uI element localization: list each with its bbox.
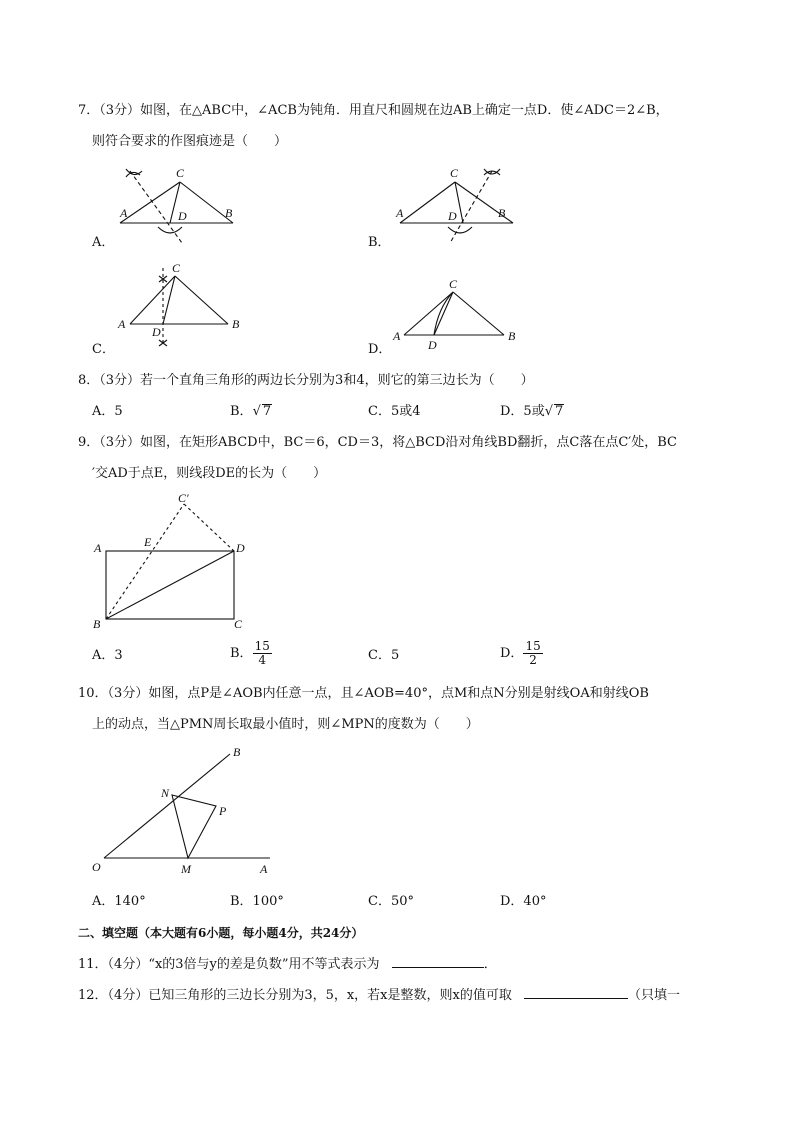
q7c-label-d: D (152, 325, 161, 339)
q8-option-b-prefix: B． (230, 404, 253, 419)
q9-option-b-fraction (253, 640, 272, 667)
sqrt-sign-icon: √ (252, 404, 261, 419)
q9-label-b: B (93, 617, 101, 631)
q12-text: 12．（4分）已知三角形的三边长分别为3，5，x，若x是整数，则x的值可取 (78, 988, 512, 1003)
q9-option-d-fraction (523, 640, 542, 667)
q7b-arc-bottom (448, 227, 472, 233)
q8-option-d-prefix: D．5或 (500, 404, 545, 419)
q8-option-c[interactable]: C．5或4 (368, 404, 421, 419)
q11-stem (78, 955, 497, 974)
q9-option-d-prefix: D． (500, 646, 524, 661)
q7c-label-a: A (118, 317, 126, 331)
q10-option-a[interactable]: A．140° (92, 894, 146, 909)
q7-figure-b (380, 165, 540, 250)
q7a-label-b: B (225, 206, 233, 220)
q10-label-b: B (233, 745, 241, 759)
q8-option-b-radicand: 7 (262, 404, 272, 419)
q7b-label-a: A (396, 206, 404, 220)
q7b-label-d: D (448, 209, 457, 223)
q9-diagonal-bd (106, 551, 234, 619)
q10-option-b[interactable]: B．100° (230, 894, 284, 909)
q8-stem: 8．（3分）若一个直角三角形的两边长分别为3和4，则它的第三边长为（ ） (78, 373, 534, 388)
fraction-numerator: 15 (254, 639, 270, 653)
q9-fold-dc (184, 504, 234, 551)
fraction-denominator: 2 (529, 653, 537, 667)
q9-label-cp: C′ (178, 491, 189, 505)
q11-text: 11．（4分）“x的3倍与y的差是负数”用不等式表示为 (78, 957, 380, 972)
q7d-side-cd (434, 292, 453, 335)
q10-ray-ob (104, 754, 230, 858)
q7b-label-c: C (450, 166, 459, 180)
q9-figure (90, 490, 260, 635)
q8-option-d-radicand: 7 (555, 404, 564, 419)
q7d-label-c: C (449, 277, 458, 291)
q7a-label-d: D (178, 209, 187, 223)
q9-label-d: D (236, 541, 245, 555)
q7-option-c[interactable]: C． (92, 342, 115, 357)
q9-label-a: A (94, 541, 102, 555)
q12-end: （只填一 (628, 988, 681, 1003)
q7c-label-c: C (172, 261, 181, 275)
q9-option-c[interactable]: C．5 (368, 648, 400, 663)
q7b-label-b: B (498, 206, 506, 220)
q11-end: ． (483, 957, 497, 972)
q7-figure-a (100, 165, 260, 250)
q11-answer-blank[interactable] (392, 955, 484, 968)
q10-label-n: N (161, 786, 170, 800)
q7d-label-b: B (508, 329, 516, 343)
q7c-label-b: B (232, 317, 240, 331)
q7c-side-ac (130, 276, 175, 324)
q10-option-d[interactable]: D．40° (500, 894, 547, 909)
q7-figure-d (390, 278, 530, 353)
q10-figure (88, 740, 288, 880)
q9-option-d[interactable] (500, 640, 543, 667)
fraction-numerator: 15 (525, 639, 541, 653)
q10-label-p: P (219, 804, 227, 818)
q7d-side-bc (453, 292, 504, 335)
q10-label-a: A (260, 862, 268, 876)
q9-option-b[interactable] (230, 640, 272, 667)
q9-stem-line2: ′交AD于点E，则线段DE的长为（ ） (92, 466, 327, 481)
q10-option-c[interactable]: C．50° (368, 894, 414, 909)
q7c-side-bc (175, 276, 228, 324)
q10-label-m: M (181, 862, 191, 876)
q9-option-b-prefix: B． (230, 646, 253, 661)
section-heading-fill-in: 二、填空题（本大题有6小题，每小题4分，共24分） (78, 926, 364, 940)
q7-option-d[interactable]: D． (368, 342, 392, 357)
q7d-label-d: D (428, 338, 437, 352)
q9-stem-line1: 9．（3分）如图，在矩形ABCD中，BC＝6，CD＝3，将△BCD沿对角线BD翻折，点C落在点C′处，BC (78, 435, 677, 450)
q7b-side-ac (400, 182, 455, 223)
q7-option-b[interactable]: B． (368, 235, 391, 250)
q7-stem-line2: 则符合要求的作图痕迹是（ ） (92, 134, 288, 149)
q8-option-d[interactable] (500, 403, 564, 421)
q7d-label-a: A (393, 329, 401, 343)
q7-option-a[interactable]: A． (92, 235, 115, 250)
fraction-denominator: 4 (258, 653, 267, 667)
q9-option-a[interactable]: A．3 (92, 648, 123, 663)
q7a-label-a: A (120, 206, 128, 220)
q10-triangle-pmn (172, 795, 216, 858)
q8-option-b[interactable] (230, 403, 272, 421)
q10-stem-line2: 上的动点，当△PMN周长取最小值时，则∠MPN的度数为（ ） (92, 717, 479, 732)
sqrt-sign-icon: √ (544, 404, 553, 419)
q7d-side-ac (404, 292, 453, 335)
q7-figure-c (110, 262, 260, 352)
q9-label-e: E (144, 535, 152, 549)
q7-stem-line1: 7．（3分）如图，在△ABC中，∠ACB为钝角．用直尺和圆规在边AB上确定一点D．使∠ADC＝2∠B， (78, 103, 669, 118)
q12-answer-blank[interactable] (524, 986, 628, 999)
q9-fold-bc (106, 504, 184, 619)
q10-stem-line1: 10．（3分）如图，点P是∠AOB内任意一点，且∠AOB=40°，点M和点N分别是射线OA和射线OB (78, 686, 649, 701)
q8-option-a[interactable]: A．5 (92, 404, 123, 419)
q7a-label-c: C (176, 166, 185, 180)
q9-label-c: C (234, 617, 243, 631)
q7a-arc-bottom (158, 227, 182, 233)
q10-label-o: O (92, 860, 101, 874)
q12-stem (78, 986, 680, 1005)
